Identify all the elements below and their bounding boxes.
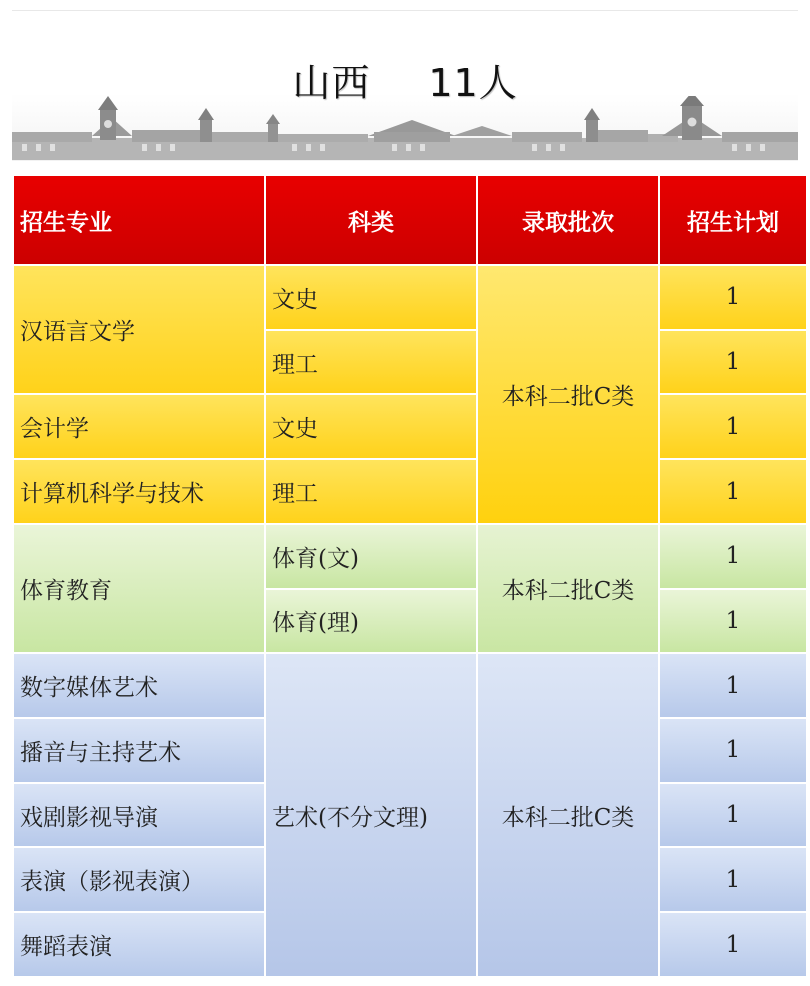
table-row [14, 266, 806, 329]
column-header-batch: 录取批次 [478, 176, 658, 264]
major-cell: 计算机科学与技术 [14, 460, 264, 523]
major-cell: 舞蹈表演 [14, 913, 264, 976]
plan-cell: 1 [660, 654, 806, 717]
column-header-plan: 招生计划 [660, 176, 806, 264]
major-cell: 会计学 [14, 395, 264, 458]
batch-cell: 本科二批C类 [478, 654, 658, 976]
plan-cell: 1 [660, 266, 806, 329]
table-row [14, 525, 806, 588]
table-row [14, 460, 806, 523]
campus-skyline-image [12, 96, 798, 160]
plan-cell: 1 [660, 331, 806, 394]
enrollment-count: 11人 [428, 61, 518, 105]
plan-cell: 1 [660, 719, 806, 782]
category-cell: 艺术(不分文理) [266, 654, 476, 976]
major-cell: 汉语言文学 [14, 266, 264, 393]
province-name: 山西 [292, 61, 371, 105]
category-cell: 理工 [266, 331, 476, 394]
major-cell: 体育教育 [14, 525, 264, 652]
table-header-row [14, 176, 806, 264]
category-cell: 体育(文) [266, 525, 476, 588]
major-cell: 戏剧影视导演 [14, 784, 264, 847]
category-cell: 理工 [266, 460, 476, 523]
table-row [14, 654, 806, 717]
major-cell: 数字媒体艺术 [14, 654, 264, 717]
category-cell: 文史 [266, 266, 476, 329]
major-cell: 播音与主持艺术 [14, 719, 264, 782]
major-cell: 表演（影视表演） [14, 848, 264, 911]
category-cell: 文史 [266, 395, 476, 458]
plan-cell: 1 [660, 395, 806, 458]
category-cell: 体育(理) [266, 590, 476, 653]
plan-cell: 1 [660, 460, 806, 523]
plan-cell: 1 [660, 590, 806, 653]
batch-cell: 本科二批C类 [478, 266, 658, 523]
batch-cell: 本科二批C类 [478, 525, 658, 652]
plan-cell: 1 [660, 848, 806, 911]
enrollment-plan-table [12, 174, 808, 978]
plan-cell: 1 [660, 784, 806, 847]
column-header-major: 招生专业 [14, 176, 264, 264]
table-row [14, 395, 806, 458]
plan-cell: 1 [660, 525, 806, 588]
column-header-category: 科类 [266, 176, 476, 264]
plan-cell: 1 [660, 913, 806, 976]
